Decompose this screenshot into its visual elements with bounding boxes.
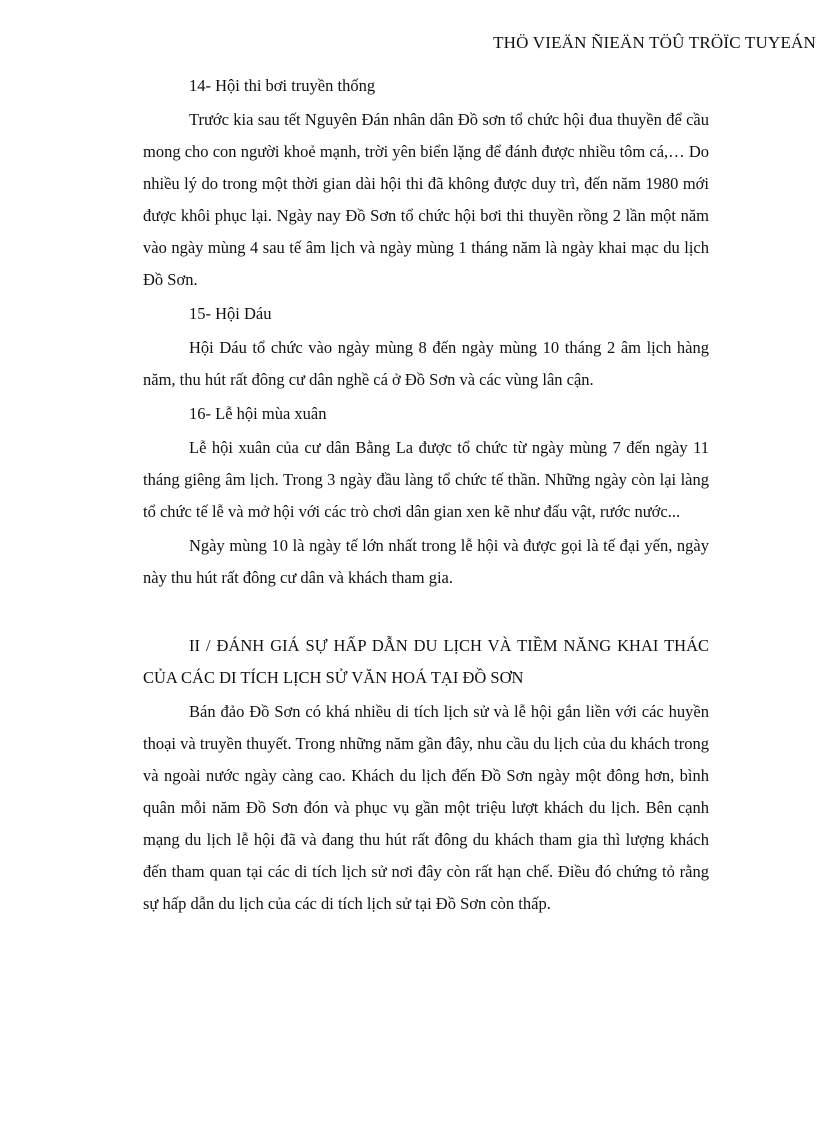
section-14-heading: 14- Hội thi bơi truyền thống — [189, 76, 376, 95]
section-16-heading: 16- Lễ hội mùa xuân — [189, 404, 327, 423]
section-16-paragraph-2: Ngày mùng 10 là ngày tế lớn nhất trong lễ hội và được gọi là tế đại yến, ngày này thu hút rất đông cư dân và khách tham gia. — [143, 536, 709, 587]
section-15-heading: 15- Hội Dáu — [189, 304, 272, 323]
section-15-paragraph: Hội Dáu tổ chức vào ngày mùng 8 đến ngày mùng 10 tháng 2 âm lịch hàng năm, thu hút rất đông cư dân nghề cá ở Đồ Sơn và các vùng lân cận. — [143, 338, 709, 389]
document-body — [143, 70, 709, 920]
part-2-paragraph: Bán đảo Đồ Sơn có khá nhiều di tích lịch sử và lễ hội gắn liền với các huyền thoại và truyền thuyết. Trong những năm gần đây, nhu cầu du lịch của du khách trong và ngoài nước ngày càng cao. Khách du lịch đến Đồ Sơn ngày một đông hơn, bình quân mỗi năm Đồ Sơn đón và phục vụ gần một triệu lượt khách du lịch. Bên cạnh mạng du lịch lễ hội đã và đang thu hút rất đông du khách tham gia thì lượng khách đến tham quan tại các di tích lịch sử nơi đây còn rất hạn chế. Điều đó chứng tỏ rằng sự hấp dẫn du lịch của các di tích lịch sử tại Đồ Sơn còn thấp. — [143, 702, 709, 913]
section-14-paragraph: Trước kia sau tết Nguyên Đán nhân dân Đồ sơn tổ chức hội đua thuyền để cầu mong cho con người khoẻ mạnh, trời yên biển lặng để đánh được nhiều tôm cá,… Do nhiều lý do trong một thời gian dài hội thi đã không được duy trì, đến năm 1980 mới được khôi phục lại. Ngày nay Đồ Sơn tổ chức hội bơi thi thuyền rồng 2 lần một năm vào ngày mùng 4 sau tế âm lịch và ngày mùng 1 tháng năm là ngày khai mạc du lịch Đồ Sơn. — [143, 110, 709, 289]
running-header: THÖ VIEÄN ÑIEÄN TÖÛ TRÖÏC TUYEÁN — [493, 33, 816, 52]
part-2-title: II / ĐÁNH GIÁ SỰ HẤP DẪN DU LỊCH VÀ TIỀM NĂNG KHAI THÁC CỦA CÁC DI TÍCH LỊCH SỬ VĂN HOÁ TẠI ĐỒ SƠN — [143, 636, 709, 687]
section-16-paragraph-1: Lễ hội xuân của cư dân Bằng La được tổ chức từ ngày mùng 7 đến ngày 11 tháng giêng âm lịch. Trong 3 ngày đầu làng tổ chức tế thần. Những ngày còn lại làng tổ chức tế lễ và mở hội với các trò chơi dân gian xen kẽ như đấu vật, rước nước... — [143, 438, 709, 521]
